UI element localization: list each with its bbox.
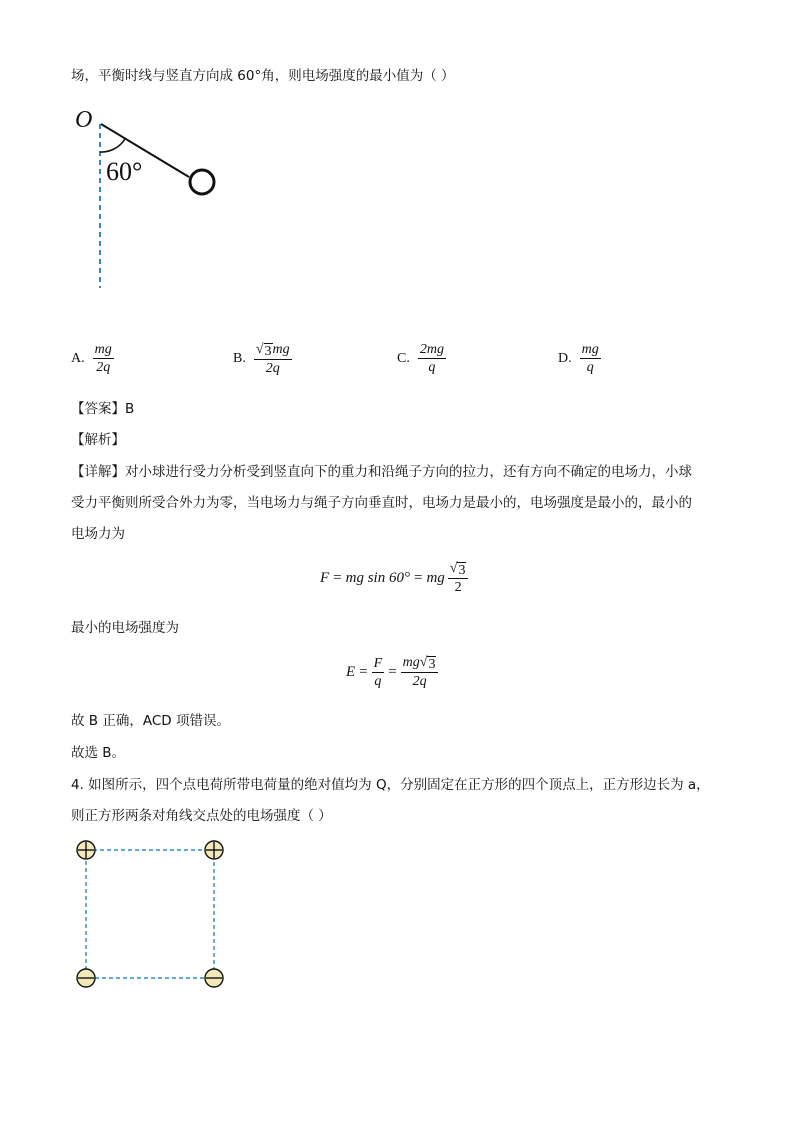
- option-c-label: C.: [397, 350, 410, 366]
- charge-bottom-right: [205, 969, 223, 987]
- formula-field-g-num: mg: [402, 655, 420, 670]
- option-c-fraction: [418, 341, 446, 376]
- pendulum-figure: [70, 100, 230, 295]
- formula-force-eq1: =: [333, 569, 342, 586]
- conclusion-line: 故 B 正确，ACD 项错误。: [71, 713, 230, 729]
- answer-value: B: [125, 401, 135, 417]
- option-c-num: 2mg: [419, 342, 444, 357]
- charge-top-left: [77, 841, 95, 859]
- angle-arc: [100, 139, 125, 152]
- option-c[interactable]: [397, 341, 446, 376]
- option-a-den: 2q: [96, 360, 111, 375]
- point-o-label: O: [75, 107, 93, 133]
- formula-force: [320, 560, 468, 596]
- answer-tag: 【答案】: [71, 401, 125, 417]
- ball: [190, 170, 214, 194]
- formula-field-f-den: q: [374, 673, 382, 689]
- formula-force-sqrt-arg: 3: [458, 563, 466, 578]
- option-b-num: √ 3 mg: [255, 342, 290, 359]
- option-d-den: q: [586, 360, 594, 375]
- formula-force-mid: mg sin 60°: [345, 569, 410, 586]
- charge-bottom-left: [77, 969, 95, 987]
- formula-field-g-den: 2q: [412, 674, 427, 689]
- q4-line-1: 4. 如图所示，四个点电荷所带电荷量的绝对值均为 Q，分别固定在正方形的四个顶点上，正方形边长为 a，: [71, 777, 710, 793]
- option-d[interactable]: [558, 341, 601, 376]
- detail-line-3: 电场力为: [71, 526, 125, 542]
- option-d-num: mg: [581, 342, 599, 357]
- formula-field-fraction-2: mg √ 3 2q: [401, 654, 439, 690]
- option-d-label: D.: [558, 350, 572, 366]
- detail-tag: 【详解】: [71, 464, 125, 480]
- formula-field-eq2: =: [388, 663, 397, 680]
- formula-field: [346, 654, 438, 690]
- formula-force-den: 2: [454, 580, 462, 595]
- q3-stem-tail: 场，平衡时线与竖直方向成 60°角，则电场强度的最小值为（ ）: [71, 68, 455, 84]
- charge-square-figure: [72, 836, 232, 996]
- option-b-den: 2q: [265, 361, 280, 376]
- dashed-square: [86, 850, 214, 978]
- choice-line: 故选 B。: [71, 745, 126, 761]
- option-c-den: q: [428, 360, 436, 375]
- analysis-tag: 【解析】: [71, 432, 125, 448]
- option-b-num-rest: mg: [272, 342, 290, 357]
- formula-field-f-num: F: [373, 655, 383, 671]
- option-a[interactable]: [71, 341, 114, 376]
- option-b[interactable]: [233, 341, 292, 377]
- option-a-label: A.: [71, 350, 85, 366]
- option-b-label: B.: [233, 351, 246, 366]
- min-field-text: 最小的电场强度为: [71, 620, 179, 636]
- option-d-fraction: [580, 341, 601, 376]
- angle-label: 60°: [106, 157, 143, 186]
- option-b-sqrt-arg: 3: [264, 344, 272, 359]
- detail-line-1: [71, 462, 692, 482]
- formula-force-lhs: F: [320, 569, 330, 586]
- option-b-fraction: [254, 341, 292, 377]
- formula-field-lhs: E: [346, 663, 356, 680]
- formula-field-eq1: =: [359, 663, 368, 680]
- formula-field-sqrt-arg: 3: [428, 657, 436, 672]
- formula-force-eq2: =: [413, 569, 423, 586]
- answer-line: [71, 399, 134, 419]
- detail-line-2: 受力平衡则所受合外力为零，当电场力与绳子方向垂直时，电场力是最小的，电场强度是最小的，最小的: [71, 495, 692, 511]
- option-a-num: mg: [94, 342, 112, 357]
- formula-force-coef: mg: [426, 569, 445, 586]
- formula-field-fraction-1: [372, 655, 385, 690]
- q4-line-2: 则正方形两条对角线交点处的电场强度（ ）: [71, 808, 332, 824]
- formula-force-fraction: √ 3 2: [448, 560, 469, 596]
- charge-top-right: [205, 841, 223, 859]
- option-a-fraction: [93, 341, 114, 376]
- detail-line-1-text: 对小球进行受力分析受到竖直向下的重力和沿绳子方向的拉力，还有方向不确定的电场力，小球: [125, 464, 692, 480]
